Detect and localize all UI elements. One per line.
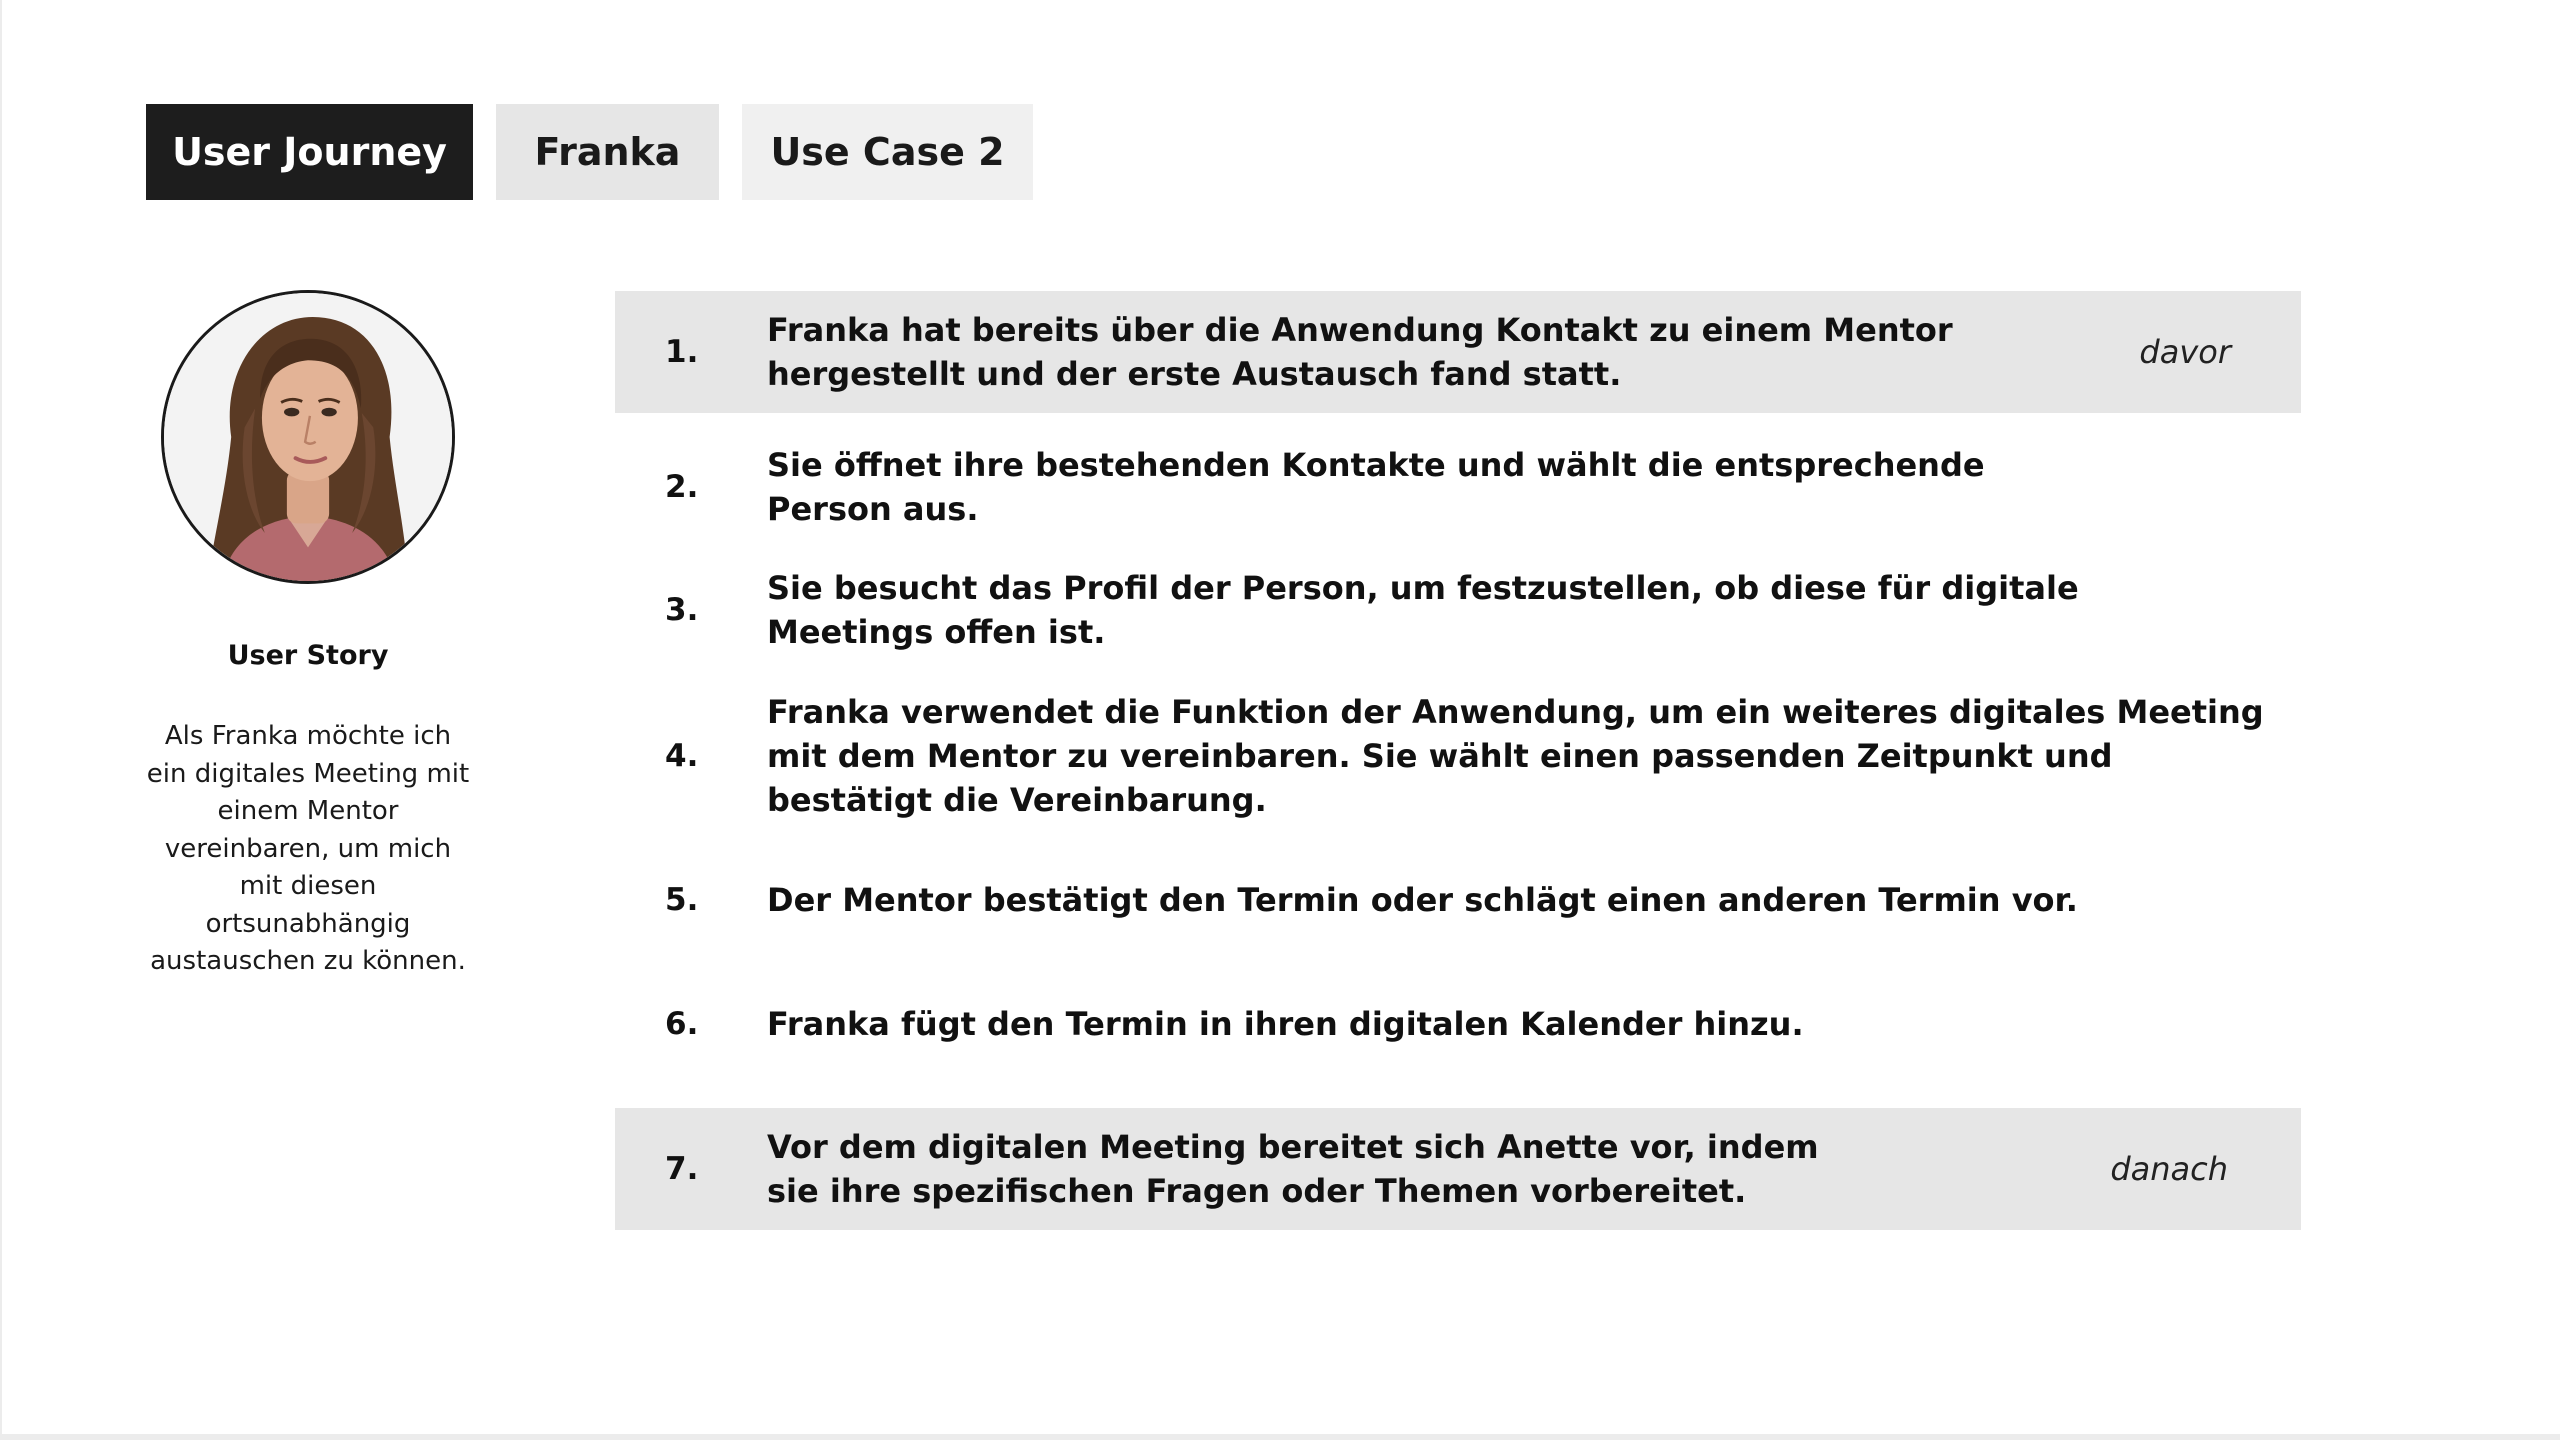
journey-step <box>615 865 2301 935</box>
step-number: 7. <box>665 1151 699 1187</box>
persona-portrait-image <box>164 293 452 581</box>
tab-user-journey[interactable]: User Journey <box>146 104 473 200</box>
step-text: Franka fügt den Termin in ihren digitalen Kalender hinzu. <box>767 1005 1804 1043</box>
journey-step <box>615 1108 2301 1230</box>
step-number: 3. <box>665 592 699 628</box>
step-number: 1. <box>665 334 699 370</box>
persona-avatar <box>161 290 455 584</box>
step-number: 6. <box>665 1006 699 1042</box>
tab-use-case-2[interactable]: Use Case 2 <box>742 104 1033 200</box>
step-number: 2. <box>665 469 699 505</box>
step-text: Franka hat bereits über die Anwendung Kontakt zu einem Mentor hergestellt und der erste Austausch fand statt. <box>767 311 1953 393</box>
step-phase-label: davor <box>2139 333 2231 371</box>
step-number: 4. <box>665 738 699 774</box>
step-text: Vor dem digitalen Meeting bereitet sich Anette vor, indem sie ihre spezifischen Fragen oder Themen vorbereitet. <box>767 1128 1819 1210</box>
step-phase-label: danach <box>2110 1150 2228 1188</box>
journey-step <box>615 291 2301 413</box>
step-text: Der Mentor bestätigt den Termin oder schlägt einen anderen Termin vor. <box>767 881 2078 919</box>
journey-step <box>615 693 2301 819</box>
step-text: Sie öffnet ihre bestehenden Kontakte und wählt die entsprechende Person aus. <box>767 446 1985 528</box>
step-text: Franka verwendet die Funktion der Anwendung, um ein weiteres digitales Meeting mit dem Mentor zu vereinbaren. Sie wählt einen passenden Zeitpunkt und bestätigt die Vereinbarung. <box>767 693 2264 819</box>
user-story-text: Als Franka möchte ich ein digitales Meeting mit einem Mentor vereinbaren, um mich mit diesen ortsunabhängig austauschen zu können. <box>146 721 470 976</box>
journey-step <box>615 989 2301 1059</box>
step-text: Sie besucht das Profil der Person, um festzustellen, ob diese für digitale Meetings offen ist. <box>767 569 2079 651</box>
journey-step <box>615 569 2301 651</box>
user-story-heading: User Story <box>227 640 389 671</box>
tab-franka[interactable]: Franka <box>496 104 719 200</box>
step-number: 5. <box>665 882 699 918</box>
tab-bar <box>146 104 1033 200</box>
journey-step <box>615 446 2301 528</box>
